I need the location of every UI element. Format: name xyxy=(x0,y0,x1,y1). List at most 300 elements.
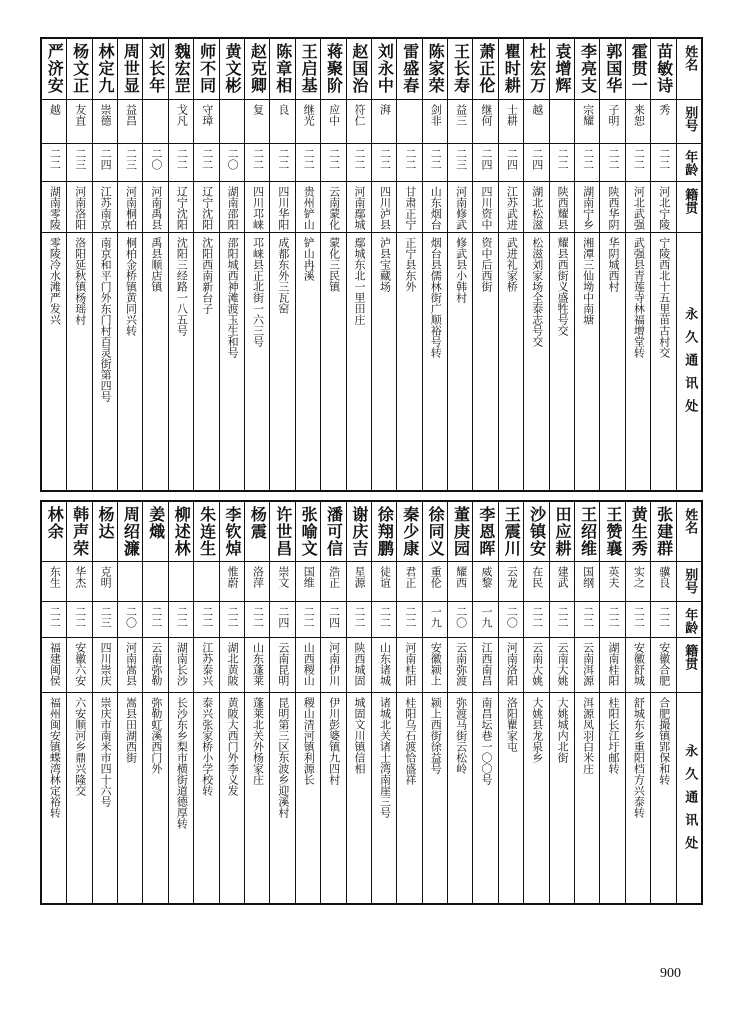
person-name-cell xyxy=(245,39,269,100)
person-age: 二二 xyxy=(606,148,620,171)
person-age-cell xyxy=(651,144,675,182)
person-column xyxy=(422,502,447,903)
person-name-cell xyxy=(575,39,599,100)
person-address-cell xyxy=(448,693,472,903)
person-address: 桂阳乌石渡恰盛祥 xyxy=(403,697,417,786)
person-age-cell xyxy=(143,602,167,638)
person-origin-cell xyxy=(42,638,66,693)
person-column xyxy=(549,502,574,903)
person-alias-cell xyxy=(270,562,294,602)
person-name-cell xyxy=(347,39,371,100)
person-origin-cell xyxy=(169,182,193,234)
person-column xyxy=(549,39,574,490)
person-column xyxy=(396,502,421,903)
person-name-cell xyxy=(448,39,472,100)
person-age: 二〇 xyxy=(124,606,138,629)
person-age: 二二 xyxy=(175,148,189,171)
header-column xyxy=(676,39,701,490)
person-origin: 河南洛阳 xyxy=(505,641,519,686)
person-address-cell xyxy=(169,693,193,903)
person-name: 霍贯一 xyxy=(629,43,649,94)
person-address-cell xyxy=(194,693,218,903)
person-alias: 越 xyxy=(48,104,62,116)
person-address: 昆明第三区东波乡迎溪村 xyxy=(276,697,290,819)
person-column xyxy=(193,502,218,903)
person-alias: 国维 xyxy=(302,566,316,589)
person-name: 杨文正 xyxy=(70,43,90,94)
person-age-cell xyxy=(372,602,396,638)
person-address: 洛阳延秋镇杨瑶村 xyxy=(73,237,87,326)
person-origin: 四川崇庆 xyxy=(99,641,113,686)
person-age: 二二 xyxy=(48,606,62,629)
person-origin: 河南禹县 xyxy=(149,185,163,230)
person-origin-cell xyxy=(220,182,244,234)
person-age-cell xyxy=(397,144,421,182)
person-column xyxy=(523,502,548,903)
person-origin: 四川邛崃 xyxy=(251,185,265,230)
person-alias: 剑非 xyxy=(429,104,443,127)
person-age: 二二 xyxy=(632,606,646,629)
person-age: 二二 xyxy=(657,606,671,629)
person-address: 合肥撮镇郢保和转 xyxy=(657,697,671,786)
person-column xyxy=(168,502,193,903)
person-name: 李亮支 xyxy=(578,43,598,94)
person-address-cell xyxy=(42,233,66,490)
person-alias: 克明 xyxy=(99,566,113,589)
person-origin: 安徽六安 xyxy=(73,641,87,686)
person-column xyxy=(295,502,320,903)
person-name: 黄文彬 xyxy=(222,43,242,94)
person-origin-cell xyxy=(397,182,421,234)
person-origin: 湖南长沙 xyxy=(175,641,189,686)
person-origin: 河南嵩县 xyxy=(124,641,138,686)
person-alias: 徒谊 xyxy=(378,566,392,589)
person-alias: 越 xyxy=(530,104,544,116)
person-name: 潘可信 xyxy=(324,506,344,557)
person-name-cell xyxy=(575,502,599,562)
person-address-cell xyxy=(575,233,599,490)
person-alias-cell xyxy=(220,562,244,602)
person-age: 二二 xyxy=(200,606,214,629)
person-address: 零陵冷水滩严发兴 xyxy=(48,237,62,326)
person-name: 沙镇安 xyxy=(527,506,547,557)
person-name: 张建群 xyxy=(654,506,674,557)
person-age-cell xyxy=(626,144,650,182)
person-name-cell xyxy=(397,39,421,100)
header-address-cell xyxy=(677,693,701,903)
person-origin: 福建闽侯 xyxy=(48,641,62,686)
person-origin-cell xyxy=(600,638,624,693)
person-name-cell xyxy=(270,502,294,562)
person-age: 二二 xyxy=(403,606,417,629)
person-age-cell xyxy=(423,144,447,182)
person-column xyxy=(295,39,320,490)
person-column xyxy=(42,39,66,490)
person-alias: 在民 xyxy=(530,566,544,589)
person-age-cell xyxy=(473,602,497,638)
person-age-cell xyxy=(448,144,472,182)
person-origin: 云南弥渡 xyxy=(454,641,468,686)
person-column xyxy=(599,502,624,903)
person-address: 大姚县龙泉乡 xyxy=(530,697,544,764)
person-address-cell xyxy=(499,693,523,903)
person-alias-cell xyxy=(42,562,66,602)
person-address: 弥渡马街云松岭 xyxy=(454,697,468,775)
person-alias-cell xyxy=(651,562,675,602)
person-name-cell xyxy=(600,39,624,100)
person-address-cell xyxy=(600,693,624,903)
person-age-cell xyxy=(42,602,66,638)
roster-grid-top xyxy=(42,39,701,490)
person-alias-cell xyxy=(651,100,675,144)
person-address-cell xyxy=(220,233,244,490)
person-age: 二二 xyxy=(378,606,392,629)
person-address-cell xyxy=(169,233,193,490)
person-origin: 湖南宁乡 xyxy=(581,185,595,230)
header-age: 年龄 xyxy=(682,150,698,177)
person-origin: 陕西华阴 xyxy=(606,185,620,230)
person-alias-cell xyxy=(347,100,371,144)
person-address: 南京和平门外东门村百灵街第四号 xyxy=(99,237,113,403)
person-origin: 安徽颍上 xyxy=(429,641,443,686)
person-age-cell xyxy=(600,602,624,638)
person-origin: 四川泸县 xyxy=(378,185,392,230)
person-origin-cell xyxy=(118,182,142,234)
person-column xyxy=(574,502,599,903)
person-alias-cell xyxy=(626,562,650,602)
person-column xyxy=(346,502,371,903)
person-origin-cell xyxy=(245,182,269,234)
person-column xyxy=(625,502,650,903)
person-address: 修武县小韩村 xyxy=(454,237,468,304)
person-origin-cell xyxy=(245,638,269,693)
person-address-cell xyxy=(524,693,548,903)
person-origin-cell xyxy=(600,182,624,234)
person-age: 二二 xyxy=(251,148,265,171)
person-alias: 东生 xyxy=(48,566,62,589)
person-address-cell xyxy=(118,693,142,903)
person-column xyxy=(66,39,91,490)
person-origin: 江西南昌 xyxy=(480,641,493,686)
person-age: 二二 xyxy=(429,148,443,171)
person-column xyxy=(650,39,675,490)
person-name: 徐同义 xyxy=(426,506,446,557)
person-origin: 云南大姚 xyxy=(530,641,544,686)
person-origin-cell xyxy=(473,638,497,693)
header-address: 永久通讯处 xyxy=(682,743,698,859)
person-address-cell xyxy=(600,233,624,490)
person-origin: 四川资中 xyxy=(480,185,493,230)
person-address-cell xyxy=(575,693,599,903)
person-name-cell xyxy=(372,39,396,100)
person-origin-cell xyxy=(372,638,396,693)
person-origin-cell xyxy=(347,638,371,693)
person-age: 二二 xyxy=(632,148,646,171)
person-name-cell xyxy=(296,502,320,562)
person-address: 资中后西街 xyxy=(480,237,493,293)
person-age-cell xyxy=(499,144,523,182)
person-age: 二四 xyxy=(480,148,493,171)
person-alias-cell xyxy=(473,562,497,602)
person-name-cell xyxy=(550,502,574,562)
person-age: 二四 xyxy=(99,148,113,171)
person-origin-cell xyxy=(448,182,472,234)
person-name-cell xyxy=(194,39,218,100)
person-age: 二二 xyxy=(606,606,620,629)
person-age-cell xyxy=(397,602,421,638)
person-age-cell xyxy=(169,602,193,638)
person-origin: 贵州铲山 xyxy=(302,185,316,230)
person-alias: 友直 xyxy=(73,104,87,127)
header-name-cell xyxy=(677,502,701,562)
person-address-cell xyxy=(143,693,167,903)
person-age: 二〇 xyxy=(505,606,519,629)
person-alias-cell xyxy=(347,562,371,602)
person-name-cell xyxy=(42,39,66,100)
person-origin-cell xyxy=(423,182,447,234)
person-alias-cell xyxy=(270,100,294,144)
person-address: 大姚城内北街 xyxy=(556,697,570,764)
person-name: 韩声荣 xyxy=(70,506,90,557)
person-alias: 湃 xyxy=(378,104,392,116)
person-origin-cell xyxy=(575,182,599,234)
person-origin-cell xyxy=(296,638,320,693)
person-name: 赵克卿 xyxy=(248,43,268,94)
person-address-cell xyxy=(448,233,472,490)
person-name: 周世显 xyxy=(121,43,141,94)
person-alias: 君正 xyxy=(403,566,417,589)
person-name: 王绍维 xyxy=(578,506,598,557)
person-name: 雷盛春 xyxy=(400,43,420,94)
person-age: 二四 xyxy=(530,148,544,171)
person-age: 二〇 xyxy=(149,148,163,171)
person-address: 蓬莱北关外杨家庄 xyxy=(251,697,265,786)
header-address-cell xyxy=(677,233,701,490)
person-age: 一九 xyxy=(429,606,443,629)
person-address: 烟台县儒林街广顺裕号转 xyxy=(429,237,443,359)
person-alias: 守璋 xyxy=(200,104,214,127)
person-origin: 江苏南京 xyxy=(99,185,113,230)
person-name-cell xyxy=(347,502,371,562)
person-origin-cell xyxy=(651,182,675,234)
person-address-cell xyxy=(42,693,66,903)
person-column xyxy=(396,39,421,490)
header-alias-cell xyxy=(677,562,701,602)
person-age-cell xyxy=(296,602,320,638)
person-column xyxy=(66,502,91,903)
person-name-cell xyxy=(499,502,523,562)
person-address-cell xyxy=(626,693,650,903)
person-name: 魏宏罡 xyxy=(172,43,192,94)
person-address-cell xyxy=(524,233,548,490)
person-name: 林定九 xyxy=(96,43,116,94)
person-name-cell xyxy=(626,502,650,562)
person-origin: 山东烟台 xyxy=(429,185,443,230)
person-origin: 河南桐柏 xyxy=(124,185,138,230)
person-age-cell xyxy=(194,602,218,638)
person-age-cell xyxy=(321,144,345,182)
person-name-cell xyxy=(499,39,523,100)
person-alias-cell xyxy=(423,562,447,602)
person-address-cell xyxy=(626,233,650,490)
person-alias: 英夫 xyxy=(606,566,620,589)
person-column xyxy=(422,39,447,490)
person-name-cell xyxy=(169,502,193,562)
person-age-cell xyxy=(321,602,345,638)
person-age-cell xyxy=(67,602,91,638)
person-alias-cell xyxy=(499,100,523,144)
person-age-cell xyxy=(245,602,269,638)
header-origin: 籍贯 xyxy=(682,187,698,214)
person-alias-cell xyxy=(42,100,66,144)
person-name: 李钦焯 xyxy=(222,506,242,557)
person-alias-cell xyxy=(372,100,396,144)
person-alias: 耀西 xyxy=(454,566,468,589)
person-address: 福州闽安镇蝶湾林定裕转 xyxy=(48,697,62,819)
person-age-cell xyxy=(118,602,142,638)
person-name-cell xyxy=(550,39,574,100)
person-age-cell xyxy=(372,144,396,182)
person-name: 徐翔鹏 xyxy=(375,506,395,557)
person-origin: 湖南邵阳 xyxy=(226,185,240,230)
person-age-cell xyxy=(143,144,167,182)
person-address-cell xyxy=(550,693,574,903)
person-name-cell xyxy=(448,502,472,562)
person-origin: 安徽合肥 xyxy=(657,641,671,686)
person-name: 师不同 xyxy=(197,43,217,94)
person-age: 二二 xyxy=(302,606,316,629)
person-name-cell xyxy=(524,39,548,100)
person-name: 许世昌 xyxy=(273,506,293,557)
person-name-cell xyxy=(118,502,142,562)
person-age-cell xyxy=(347,602,371,638)
person-address: 禹县顺店镇 xyxy=(149,237,163,293)
person-alias: 重伦 xyxy=(429,566,443,589)
person-alias-cell xyxy=(448,100,472,144)
person-origin-cell xyxy=(575,638,599,693)
person-alias: 崇德 xyxy=(99,104,113,127)
person-address-cell xyxy=(321,693,345,903)
person-address-cell xyxy=(93,693,117,903)
header-alias: 别号 xyxy=(682,568,698,595)
person-address: 泸县宝藏场 xyxy=(378,237,392,293)
person-origin-cell xyxy=(651,638,675,693)
person-name-cell xyxy=(270,39,294,100)
person-alias: 洛萍 xyxy=(251,566,265,589)
person-alias-cell xyxy=(423,100,447,144)
person-address: 华阴城西村 xyxy=(606,237,620,293)
person-column xyxy=(42,502,66,903)
person-age: 二二 xyxy=(353,606,367,629)
header-age-cell xyxy=(677,144,701,182)
person-address-cell xyxy=(321,233,345,490)
person-alias-cell xyxy=(626,100,650,144)
person-alias-cell xyxy=(372,562,396,602)
header-column xyxy=(676,502,701,903)
header-name: 姓名 xyxy=(682,45,698,71)
person-column xyxy=(168,39,193,490)
person-name-cell xyxy=(67,39,91,100)
person-address-cell xyxy=(296,693,320,903)
person-alias: 骥良 xyxy=(657,566,671,589)
person-name: 刘永中 xyxy=(375,43,395,94)
person-address-cell xyxy=(651,233,675,490)
person-name-cell xyxy=(651,39,675,100)
person-age: 二二 xyxy=(581,148,595,171)
person-name-cell xyxy=(245,502,269,562)
person-address: 铲山冉溪 xyxy=(302,237,316,282)
person-address: 弥勒虹溪西门外 xyxy=(149,697,163,775)
person-address: 武强县青莲寺林福增堂转 xyxy=(632,237,646,359)
person-name-cell xyxy=(67,502,91,562)
person-address-cell xyxy=(245,233,269,490)
person-alias: 子明 xyxy=(606,104,620,127)
person-origin-cell xyxy=(347,182,371,234)
person-origin: 甘肃正宁 xyxy=(403,185,417,230)
header-address: 永久通讯处 xyxy=(682,307,698,423)
person-alias: 应中 xyxy=(327,104,341,127)
person-name-cell xyxy=(524,502,548,562)
person-name-cell xyxy=(423,39,447,100)
person-name: 王长寿 xyxy=(451,43,471,94)
person-origin-cell xyxy=(67,638,91,693)
person-address-cell xyxy=(270,693,294,903)
person-address-cell xyxy=(347,233,371,490)
person-address: 桐柏金桥镇黄同兴转 xyxy=(124,237,138,337)
person-name-cell xyxy=(321,39,345,100)
person-address: 正宁县东外 xyxy=(403,237,417,293)
person-address-cell xyxy=(423,233,447,490)
person-column xyxy=(92,502,117,903)
person-name: 李恩晖 xyxy=(476,506,496,557)
person-alias: 实之 xyxy=(632,566,646,589)
person-address-cell xyxy=(651,693,675,903)
person-name: 周绍濂 xyxy=(121,506,141,557)
person-column xyxy=(219,39,244,490)
person-age: 二二 xyxy=(556,606,570,629)
person-column xyxy=(650,502,675,903)
person-origin: 四川华阳 xyxy=(276,185,290,230)
person-alias-cell xyxy=(575,562,599,602)
person-address-cell xyxy=(296,233,320,490)
person-origin: 湖北黄陂 xyxy=(226,641,240,686)
person-origin-cell xyxy=(220,638,244,693)
person-column xyxy=(472,39,497,490)
person-age-cell xyxy=(220,602,244,638)
person-alias: 秀 xyxy=(657,104,671,116)
person-column xyxy=(117,502,142,903)
person-name: 田应耕 xyxy=(553,506,573,557)
person-address: 洛阳瞿家屯 xyxy=(505,697,519,753)
person-column xyxy=(625,39,650,490)
person-origin-cell xyxy=(473,182,497,234)
page-number: 900 xyxy=(660,966,681,981)
person-origin: 湖南桂阳 xyxy=(606,641,620,686)
person-alias-cell xyxy=(321,562,345,602)
person-address: 耀县西街义盛牲号交 xyxy=(556,237,570,337)
person-column xyxy=(142,39,167,490)
person-alias-cell xyxy=(575,100,599,144)
header-age: 年龄 xyxy=(682,608,698,635)
person-alias-cell xyxy=(550,562,574,602)
person-alias-cell xyxy=(245,562,269,602)
person-alias: 国纲 xyxy=(581,566,595,589)
person-age-cell xyxy=(93,602,117,638)
person-name: 王启基 xyxy=(299,43,319,94)
person-name: 杜宏万 xyxy=(527,43,547,94)
person-alias-cell xyxy=(93,100,117,144)
person-name-cell xyxy=(372,502,396,562)
